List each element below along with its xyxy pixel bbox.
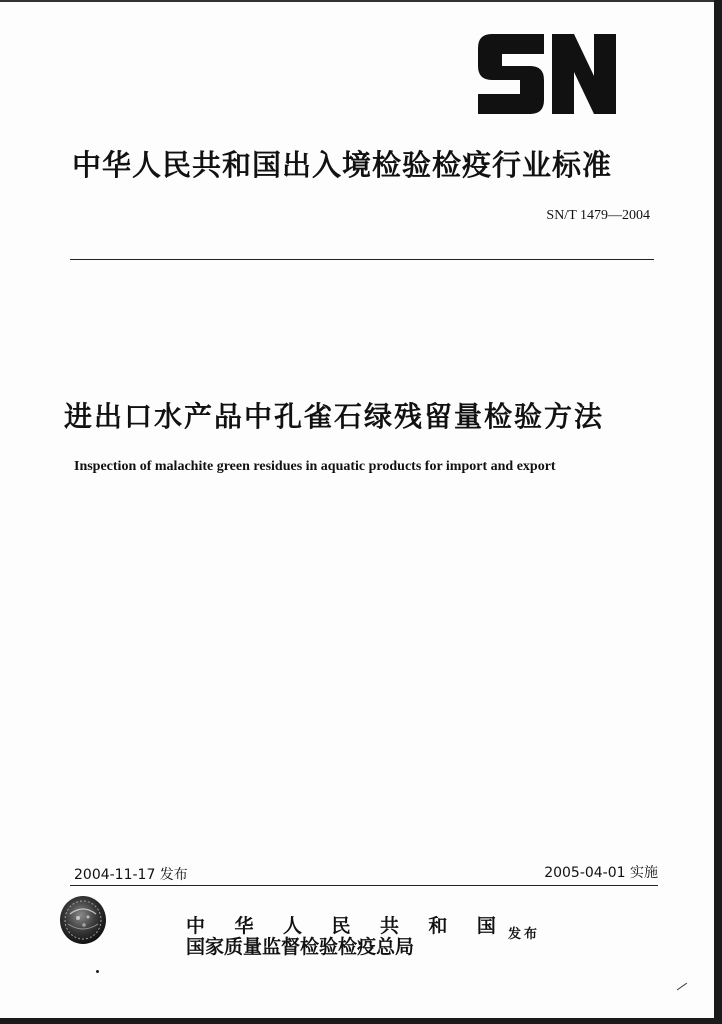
implementation-date: 2005-04-01 实施 <box>544 865 658 881</box>
standard-number: SN/T 1479—2004 <box>546 208 650 223</box>
issuer-char: 华 <box>234 915 254 937</box>
footer-divider <box>70 885 658 886</box>
scan-edge-bottom <box>0 1018 722 1024</box>
scan-speck <box>96 970 99 973</box>
issue-date: 2004-11-17 发布 <box>74 867 188 883</box>
document-title-cn: 进出口水产品中孔雀石绿残留量检验方法 <box>64 400 605 433</box>
issuer-char: 和 <box>428 915 448 937</box>
issuer-char: 共 <box>379 915 399 937</box>
issuer-name-line2: 国家质量监督检验检疫总局 <box>186 936 415 958</box>
header-title: 中华人民共和国出入境检验检疫行业标准 <box>72 148 613 182</box>
issuer-char: 民 <box>331 915 351 937</box>
issuer-char: 中 <box>186 915 206 937</box>
official-seal-icon <box>58 894 108 946</box>
header-divider <box>70 259 654 260</box>
scan-edge-top <box>0 0 722 2</box>
sn-standard-logo-icon <box>474 28 624 120</box>
scan-edge-right <box>714 0 722 1024</box>
scan-mark <box>677 983 687 991</box>
document-title-en: Inspection of malachite green residues in aquatic products for import and export <box>74 459 556 474</box>
issuer-char: 国 <box>476 915 496 937</box>
publish-label: 发布 <box>508 927 541 942</box>
issuer-char: 人 <box>282 915 302 937</box>
